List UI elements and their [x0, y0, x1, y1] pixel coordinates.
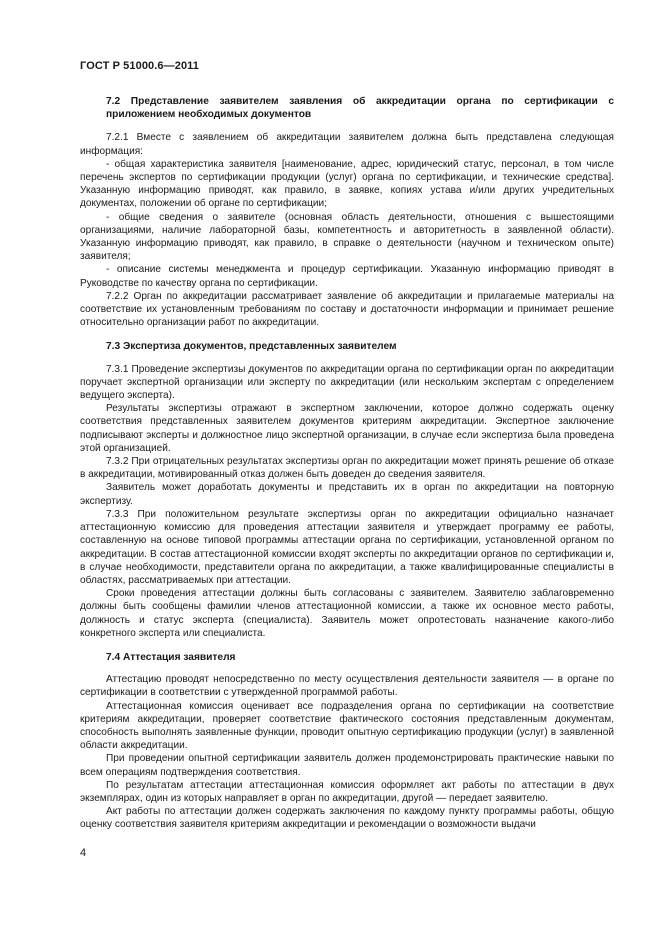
paragraph: По результатам аттестации аттестационная комиссия оформляет акт работы по аттестации в двух экземплярах, один из которых направляет в орган по аккредитации, другой — передает заявителю.: [80, 779, 614, 804]
paragraph: Заявитель может доработать документы и представить их в орган по аккредитации на повторную экспертизу.: [80, 482, 614, 507]
page-number: 4: [80, 847, 87, 859]
paragraph: - описание системы менеджмента и процедур сертификации. Указанную информацию приводят в Руководстве по качеству органа по сертификации.: [80, 264, 614, 289]
paragraph: Результаты экспертизы отражают в экспертном заключении, которое должно содержать оценку соответствия представленных заявителем документов критериям аккредитации. Экспертное заключение подписывают эксперты и должностное лицо экспертной организации, в случае если экспертиза была проведена этой организацией.: [80, 403, 614, 454]
section-heading-7-4: 7.4 Аттестация заявителя: [106, 651, 236, 663]
paragraph: - общая характеристика заявителя [наименование, адрес, юридический статус, персонал, в том числе перечень экспертов по сертификации продукции (услуг) органа по сертификации, и технические средства]. Указанную информацию приводят, как правило, в заявке, копиях устава и/или других учредительных документах, положении об органе по сертификации;: [80, 158, 614, 210]
paragraph: Акт работы по аттестации должен содержать заключения по каждому пункту программы работы, общую оценку соответствия заявителя критериям аккредитации и рекомендации о возможности выдачи: [80, 806, 614, 831]
paragraph: 7.3.3 При положительном результате экспертизы орган по аккредитации официально назначает аттестационную комиссию для проведения аттестации заявителя и утверждает программу ее работы, составленную на основе типовой программы аттестации органа по сертификации, установленной органом по аккредитации. В состав аттестационной комиссии входят эксперты по аккредитации органов по сертификации и, в случае необходимости, представители органа по аккредитации, а также квалифицированные специалисты в областях, рассматриваемых при аттестации.: [80, 508, 614, 586]
paragraph: 7.2.2 Орган по аккредитации рассматривает заявление об аккредитации и прилагаемые материалы на соответствие их установленным требованиям по составу и достаточности информации и принимает решение относительно организации работ по аккредитации.: [80, 290, 614, 329]
paragraph: - общие сведения о заявителе (основная область деятельности, отношения с вышестоящими организациями, наличие лабораторной базы, компетентность и авторитетность в заявленной области). Указанную информацию приводят, как правило, в справке о деятельности (научном и техническом опыте) заявителя;: [80, 211, 614, 263]
paragraph: 7.2.1 Вместе с заявлением об аккредитации заявителем должна быть представлена следующая информация:: [80, 132, 614, 157]
paragraph: 7.3.2 При отрицательных результатах экспертизы орган по аккредитации может принять решение об отказе в аккредитации, мотивированный отказ должен быть доведен до сведения заявителя.: [80, 456, 614, 481]
paragraph: 7.3.1 Проведение экспертизы документов по аккредитации органа по сертификации орган по аккредитации поручает экспертной организации или эксперту по аккредитации (или нескольким экспертам с определением ведущего эксперта).: [80, 363, 614, 402]
section-heading-7-2: 7.2 Представление заявителем заявления об аккредитации органа по сертификации с приложением необходимых документов: [106, 96, 614, 121]
paragraph: Сроки проведения аттестации должны быть согласованы с заявителем. Заявителю заблаговременно должны быть сообщены фамилии членов аттестационной комиссии, а также их основное место работы, должность и статус эксперта (специалиста). Заявитель может опротестовать назначение какого-либо конкретного эксперта или специалиста.: [80, 588, 614, 639]
section-heading-7-3: 7.3 Экспертиза документов, представленных заявителем: [106, 341, 397, 353]
document-header: ГОСТ Р 51000.6—2011: [80, 60, 200, 72]
document-body: [80, 95, 614, 832]
paragraph: Аттестационная комиссия оценивает все подразделения органа по сертификации на соответствие критериям аккредитации, проверяет соответствие фактического состояния представленным документам, способность выполнять заявленные функции, проводит опытную сертификацию продукции (услуг) в заявленной области аккредитации.: [80, 700, 614, 752]
paragraph: Аттестацию проводят непосредственно по месту осуществления деятельности заявителя — в органе по сертификации в соответствии с утвержденной программой работы.: [80, 674, 614, 699]
paragraph: При проведении опытной сертификации заявитель должен продемонстрировать практические навыки по всем операциям подтверждения соответствия.: [80, 753, 614, 778]
